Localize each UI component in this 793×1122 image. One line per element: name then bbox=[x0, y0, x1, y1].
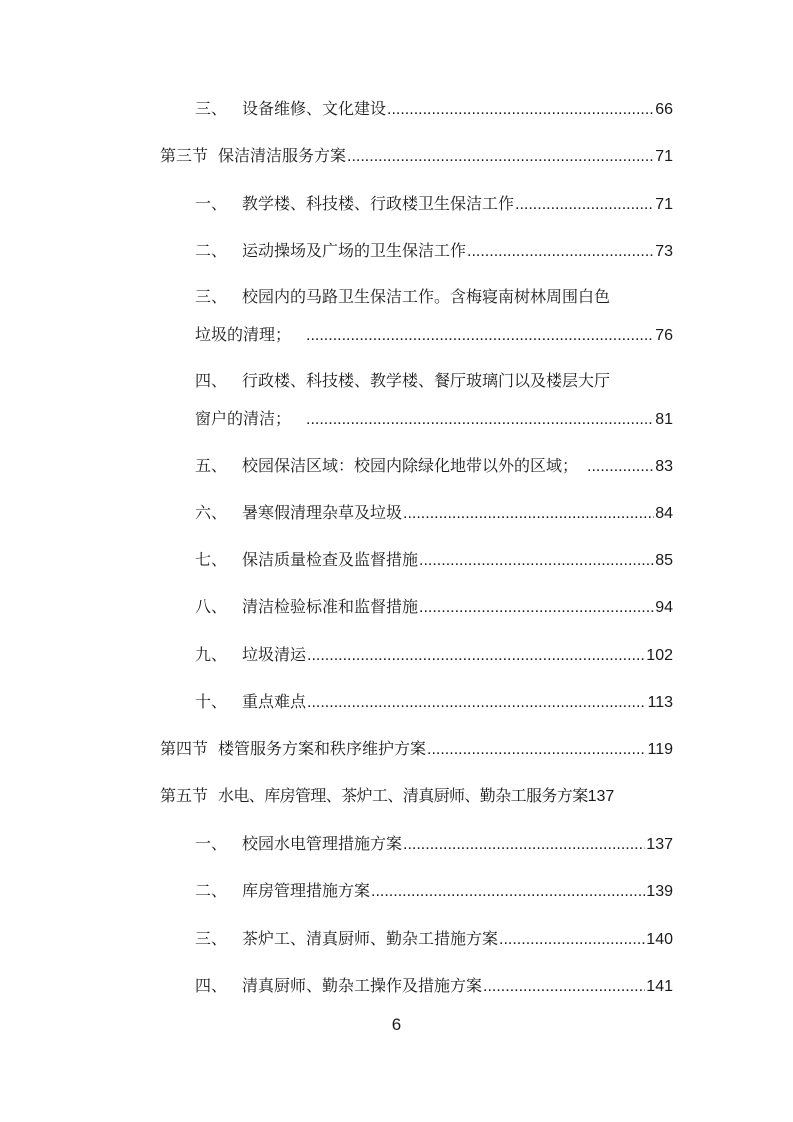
toc-prefix: 四、 bbox=[195, 371, 228, 390]
toc-page-number: 71 bbox=[655, 196, 673, 213]
toc-page-number: 83 bbox=[655, 458, 673, 475]
toc-page-number: 85 bbox=[655, 552, 673, 569]
toc-entry[interactable] bbox=[160, 784, 614, 809]
dot-leader bbox=[467, 243, 654, 261]
toc-title: 水电、库房管理、茶炉工、清真厨师、勤杂工服务方案 bbox=[218, 786, 588, 805]
dot-leader bbox=[419, 552, 654, 570]
toc-entry[interactable] bbox=[195, 238, 673, 261]
toc-prefix: 三、 bbox=[195, 287, 228, 306]
toc-page-number: 113 bbox=[647, 694, 673, 711]
dot-leader bbox=[587, 458, 654, 476]
toc-title: 运动操场及广场的卫生保洁工作 bbox=[242, 241, 467, 260]
toc-prefix: 一、 bbox=[195, 834, 228, 853]
toc-prefix: 第三节 bbox=[160, 146, 209, 165]
toc-prefix: 二、 bbox=[195, 241, 228, 260]
toc-title: 清真厨师、勤杂工操作及措施方案 bbox=[242, 976, 483, 995]
toc-title: 茶炉工、清真厨师、勤杂工措施方案 bbox=[242, 929, 499, 948]
dot-leader bbox=[347, 148, 654, 166]
dot-leader bbox=[427, 741, 646, 759]
toc-entry[interactable] bbox=[195, 406, 673, 429]
toc-entry[interactable] bbox=[195, 547, 673, 570]
dot-leader bbox=[371, 883, 645, 901]
toc-title: 楼管服务方案和秩序维护方案 bbox=[218, 739, 427, 758]
toc-title: 行政楼、科技楼、教学楼、餐厅玻璃门以及楼层大厅 bbox=[242, 371, 611, 390]
toc-page-number: 94 bbox=[655, 599, 673, 616]
toc-title: 垃圾清运 bbox=[242, 645, 307, 664]
toc-entry[interactable] bbox=[195, 926, 673, 949]
toc-entry[interactable] bbox=[195, 453, 673, 476]
toc-page-number: 73 bbox=[655, 243, 673, 260]
toc-entry-first-line[interactable] bbox=[195, 285, 610, 309]
toc-entry[interactable] bbox=[195, 689, 673, 712]
toc-page-number: 140 bbox=[646, 931, 673, 948]
dot-leader bbox=[387, 101, 654, 119]
toc-entry[interactable] bbox=[160, 143, 673, 166]
dot-leader bbox=[306, 327, 654, 345]
toc-entry[interactable] bbox=[195, 973, 673, 996]
toc-entry[interactable] bbox=[195, 594, 673, 617]
toc-entry[interactable] bbox=[195, 831, 673, 854]
toc-prefix: 八、 bbox=[195, 597, 228, 616]
dot-leader bbox=[307, 647, 645, 665]
toc-page-number: 137 bbox=[646, 836, 673, 853]
dot-leader bbox=[403, 505, 654, 523]
toc-prefix: 七、 bbox=[195, 550, 228, 569]
toc-prefix: 三、 bbox=[195, 929, 228, 948]
toc-prefix: 四、 bbox=[195, 976, 228, 995]
toc-title: 设备维修、文化建设 bbox=[242, 99, 387, 118]
toc-title: 库房管理措施方案 bbox=[242, 881, 371, 900]
toc-prefix: 十、 bbox=[195, 692, 228, 711]
toc-title: 校园保洁区域：校园内除绿化地带以外的区域； bbox=[242, 456, 579, 475]
toc-entry[interactable] bbox=[195, 322, 673, 345]
dot-leader bbox=[306, 411, 654, 429]
toc-page-number: 81 bbox=[655, 411, 673, 428]
toc-page-number: 137 bbox=[587, 788, 615, 805]
dot-leader bbox=[499, 931, 645, 949]
dot-leader bbox=[515, 196, 654, 214]
toc-prefix: 一、 bbox=[195, 194, 228, 213]
toc-entry[interactable] bbox=[160, 736, 673, 759]
toc-title: 暑寒假清理杂草及垃圾 bbox=[242, 503, 403, 522]
toc-title: 保洁清洁服务方案 bbox=[218, 146, 347, 165]
toc-page-number: 102 bbox=[646, 647, 673, 664]
dot-leader bbox=[307, 694, 646, 712]
toc-entry[interactable] bbox=[195, 500, 673, 523]
toc-page-number: 119 bbox=[647, 741, 673, 758]
toc-prefix: 三、 bbox=[195, 99, 228, 118]
toc-title: 教学楼、科技楼、行政楼卫生保洁工作 bbox=[242, 194, 515, 213]
toc-prefix: 第五节 bbox=[160, 786, 209, 805]
toc-prefix: 第四节 bbox=[160, 739, 209, 758]
dot-leader bbox=[403, 836, 645, 854]
toc-prefix: 二、 bbox=[195, 881, 228, 900]
toc-entry[interactable] bbox=[195, 642, 673, 665]
toc-title-continuation: 垃圾的清理； bbox=[195, 325, 292, 344]
toc-title-continuation: 窗户的清洁； bbox=[195, 409, 292, 428]
toc-page-number: 76 bbox=[655, 327, 673, 344]
toc-prefix: 九、 bbox=[195, 645, 228, 664]
toc-page-number: 71 bbox=[655, 148, 673, 165]
toc-entry[interactable] bbox=[195, 191, 673, 214]
toc-title: 校园水电管理措施方案 bbox=[242, 834, 403, 853]
toc-page-number: 139 bbox=[646, 883, 673, 900]
toc-title: 校园内的马路卫生保洁工作。含梅寝南树林周围白色 bbox=[242, 287, 611, 306]
dot-leader bbox=[419, 599, 654, 617]
toc-page-number: 84 bbox=[655, 505, 673, 522]
toc-title: 重点难点 bbox=[242, 692, 307, 711]
toc-prefix: 五、 bbox=[195, 456, 228, 475]
toc-page-number: 141 bbox=[646, 978, 673, 995]
footer-page-number: 6 bbox=[391, 1015, 402, 1034]
toc-page-number: 66 bbox=[655, 101, 673, 118]
toc-entry[interactable] bbox=[195, 96, 673, 119]
toc-title: 清洁检验标准和监督措施 bbox=[242, 597, 419, 616]
toc-entry-first-line[interactable] bbox=[195, 369, 610, 393]
dot-leader bbox=[483, 978, 645, 996]
toc-entry[interactable] bbox=[195, 878, 673, 901]
toc-title: 保洁质量检查及监督措施 bbox=[242, 550, 419, 569]
toc-prefix: 六、 bbox=[195, 503, 228, 522]
